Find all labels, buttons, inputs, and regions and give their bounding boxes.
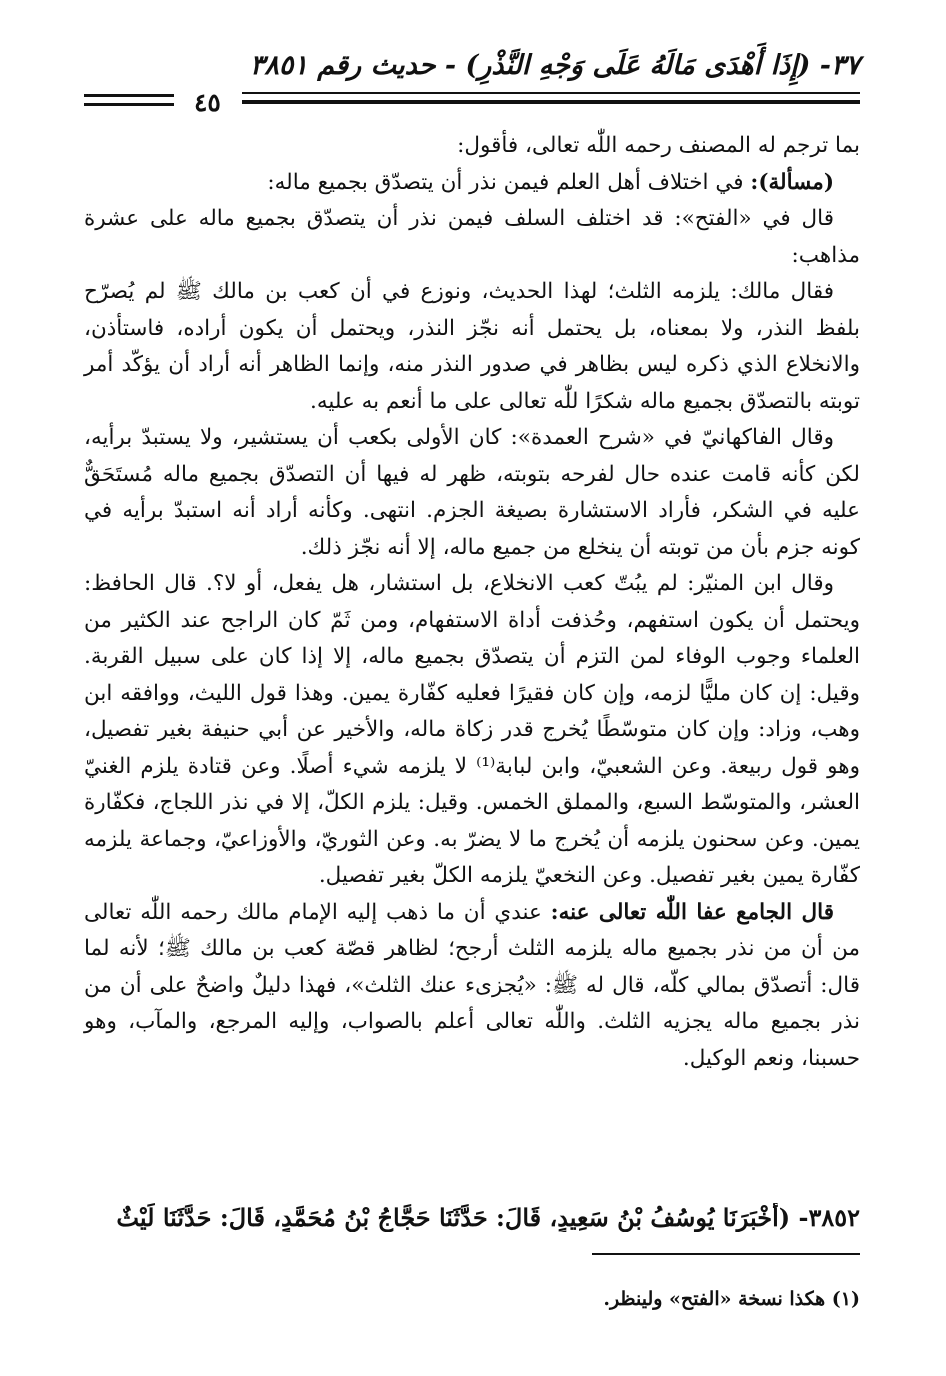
page-header xyxy=(84,50,860,117)
paragraph-text: بما ترجم له المصنف رحمه اللّٰه تعالى، فأقول: xyxy=(457,133,860,158)
paragraph-text: وقال الفاكهانيّ في «شرح العمدة»: كان الأولى بكعب أن يستشير، ولا يستبدّ برأيه، لكن كأنه قامت عنده حال لفرحه بتوبته، ظهر له فيها أن التصدّق بجميع ماله مُستَحَقٌّ عليه في الشكر، فأراد الاستشارة بصيغة الجزم. انتهى. وكأنه أراد أنه استبدّ برأيه في كونه جزم بأن من توبته أن ينخلع من جميع ماله، إلا أنه نجّز ذلك. xyxy=(84,425,860,560)
paragraph-lead: قال الجامع عفا اللّٰه تعالى عنه: xyxy=(550,899,834,925)
footnote-rule xyxy=(592,1253,860,1255)
paragraph xyxy=(84,128,860,165)
header-double-rule-left xyxy=(84,94,174,106)
page-number: ٤٥ xyxy=(194,88,221,117)
paragraph-text: قال في «الفتح»: قد اختلف السلف فيمن نذر أن يتصدّق بجميع ماله على عشرة مذاهب: xyxy=(84,206,860,268)
paragraph xyxy=(84,274,860,420)
header-rule xyxy=(242,92,860,94)
paragraph xyxy=(84,165,860,202)
header-thick-rule xyxy=(242,100,860,104)
paragraph-text: فقال مالك: يلزمه الثلث؛ لهذا الحديث، ونوزع في أن كعب بن مالك ﷺ لم يُصرّح بلفظ النذر، ولا بمعناه، بل يحتمل أنه نجّز النذر، ويحتمل أن يكون أراده، فاستأذن، والانخلاع الذي ذكره ليس بظاهر في صدور النذر منه، وإنما الظاهر أنه أراد أن يؤكّد أمر توبته بالتصدّق بجميع ماله شكرًا للّٰه تعالى على ما أنعم به عليه. xyxy=(84,279,860,414)
paragraph-text: عندي أن ما ذهب إليه الإمام مالك رحمه اللّٰه تعالى من أن من نذر بجميع ماله يلزمه الثلث أرجح؛ لظاهر قصّة كعب بن مالك ﷺ؛ لأنه لما قال: أتصدّق بمالي كلّه، قال له ﷺ: «يُجزىء عنك الثلث»، فهذا دليلٌ واضحٌ على أن من نذر بجميع ماله يجزيه الثلث. واللّٰه تعالى أعلم بالصواب، وإليه المرجع، والمآب، وهو حسبنا، ونعم الوكيل. xyxy=(84,899,860,1071)
paragraph xyxy=(84,201,860,274)
chapter-title: ٣٧- (إِذَا أَهْدَى مَالَهُ عَلَى وَجْهِ النَّذْرِ) - حديث رقم ٣٨٥١ xyxy=(249,50,860,81)
paragraph-text: وقال ابن المنيّر: لم يبُتّ كعب الانخلاع، بل استشار، هل يفعل، أو لا؟. قال الحافظ: ويحتمل أن يكون استفهم، وحُذفت أداة الاستفهام، ومن ثَمّ كان الراجح عند الكثير من العلماء وجوب الوفاء لمن التزم أن يتصدّق بجميع ماله، إلا إذا كان على سبيل القربة. وقيل: إن كان مليًّا لزمه، وإن كان فقيرًا فعليه كفّارة يمين. وهذا قول الليث، ووافقه ابن وهب، وزاد: وإن كان متوسّطًا يُخرج قدر زكاة ماله، والأخير عن أبي حنيفة بغير تفصيل، وهو قول ربيعة. وعن الشعبيّ، وابن لبابة⁽¹⁾ لا يلزمه شيء أصلًا. وعن قتادة يلزم الغنيّ العشر، والمتوسّط السبع، والمملق الخمس. وقيل: يلزم الكلّ، إلا في نذر اللجاج، فكفّارة يمين. وعن سحنون يلزمه أن يُخرج ما لا يضرّ به. وعن الثوريّ، والأوزاعيّ، وجماعة يلزمه كفّارة يمين بغير تفصيل. وعن النخعيّ يلزمه الكلّ بغير تفصيل. xyxy=(84,571,860,888)
paragraph-lead: (مسألة): xyxy=(750,169,834,195)
main-text xyxy=(84,128,860,1077)
paragraph-text: في اختلاف أهل العلم فيمن نذر أن يتصدّق بجميع ماله: xyxy=(267,169,751,195)
footnote: (١) هكذا نسخة «الفتح» ولينظر. xyxy=(603,1288,860,1310)
hadith-isnad: ٣٨٥٢- (أَخْبَرَنَا يُوسُفُ بْنُ سَعِيدٍ، قَالَ: حَدَّثَنَا حَجَّاجُ بْنُ مُحَمَّدٍ، قَالَ: حَدَّثَنَا لَيْثٌ xyxy=(116,1203,860,1232)
paragraph xyxy=(84,895,860,1078)
paragraph xyxy=(84,566,860,895)
paragraph xyxy=(84,420,860,566)
